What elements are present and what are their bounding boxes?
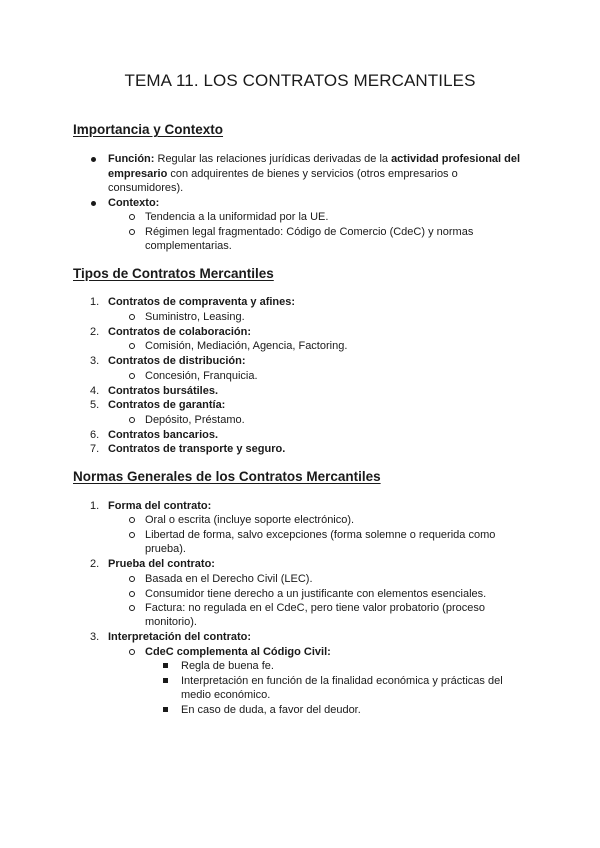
circle-bullet-icon — [129, 373, 135, 379]
list-item: Concesión, Franquicia. — [145, 370, 258, 382]
list-item: Contratos de colaboración: — [108, 326, 252, 338]
section-heading-normas: Normas Generales de los Contratos Mercantiles — [73, 469, 381, 484]
list-item: Contratos bancarios. — [108, 429, 219, 441]
list-item: monitorio). — [145, 616, 197, 628]
list-number: 3. — [90, 355, 100, 367]
list-number: 3. — [90, 631, 100, 643]
list-item: Oral o escrita (incluye soporte electrónico). — [145, 514, 355, 526]
list-number: 1. — [90, 296, 100, 308]
circle-bullet-icon — [129, 214, 135, 220]
circle-bullet-icon — [129, 605, 135, 611]
contexto-label: Contexto: — [108, 197, 160, 209]
list-item: Contratos de garantía: — [108, 399, 226, 411]
list-item: En caso de duda, a favor del deudor. — [181, 704, 361, 716]
list-item: Contratos de compraventa y afines: — [108, 296, 296, 308]
list-number: 2. — [90, 558, 100, 570]
list-number: 1. — [90, 500, 100, 512]
circle-bullet-icon — [129, 229, 135, 235]
list-item: Suministro, Leasing. — [145, 311, 245, 323]
bullet-icon — [91, 157, 96, 162]
list-item: Libertad de forma, salvo excepciones (forma solemne o requerida como — [145, 529, 496, 541]
circle-bullet-icon — [129, 532, 135, 538]
list-item: medio económico. — [181, 689, 271, 701]
list-number: 2. — [90, 326, 100, 338]
funcion-line-1: Función: Regular las relaciones jurídicas derivadas de la actividad profesional del — [108, 153, 521, 165]
list-number: 7. — [90, 443, 100, 455]
list-item: Interpretación en función de la finalidad económica y prácticas del — [181, 675, 503, 687]
circle-bullet-icon — [129, 417, 135, 423]
funcion-line-3: consumidores). — [108, 182, 184, 194]
bullet-icon — [91, 201, 96, 206]
circle-bullet-icon — [129, 591, 135, 597]
list-item: Contratos de transporte y seguro. — [108, 443, 286, 455]
list-item: Depósito, Préstamo. — [145, 414, 245, 426]
circle-bullet-icon — [129, 343, 135, 349]
square-bullet-icon — [163, 663, 168, 668]
forma-label: Forma del contrato: — [108, 500, 212, 512]
interp-sub-label: CdeC complementa al Código Civil: — [145, 646, 331, 658]
prueba-label: Prueba del contrato: — [108, 558, 215, 570]
list-item: Régimen legal fragmentado: Código de Comercio (CdeC) y normas — [145, 226, 474, 238]
circle-bullet-icon — [129, 649, 135, 655]
list-item: Contratos de distribución: — [108, 355, 246, 367]
list-item: Basada en el Derecho Civil (LEC). — [145, 573, 313, 585]
list-number: 5. — [90, 399, 100, 411]
section-heading-tipos: Tipos de Contratos Mercantiles — [73, 266, 274, 281]
list-item: complementarias. — [145, 240, 232, 252]
list-item: Contratos bursátiles. — [108, 385, 219, 397]
list-item: Regla de buena fe. — [181, 660, 274, 672]
circle-bullet-icon — [129, 517, 135, 523]
square-bullet-icon — [163, 707, 168, 712]
list-item: Tendencia a la uniformidad por la UE. — [145, 211, 329, 223]
list-item: Consumidor tiene derecho a un justificante con elementos esenciales. — [145, 588, 487, 600]
list-item: prueba). — [145, 543, 186, 555]
section-heading-importancia: Importancia y Contexto — [73, 122, 224, 137]
list-number: 4. — [90, 385, 100, 397]
circle-bullet-icon — [129, 314, 135, 320]
circle-bullet-icon — [129, 576, 135, 582]
page-title: TEMA 11. LOS CONTRATOS MERCANTILES — [124, 71, 476, 90]
list-item: Factura: no regulada en el CdeC, pero tiene valor probatorio (proceso — [145, 602, 485, 614]
interp-label: Interpretación del contrato: — [108, 631, 252, 643]
list-number: 6. — [90, 429, 100, 441]
list-item: Comisión, Mediación, Agencia, Factoring. — [145, 340, 348, 352]
funcion-line-2: empresario con adquirentes de bienes y servicios (otros empresarios o — [108, 168, 458, 180]
square-bullet-icon — [163, 678, 168, 683]
